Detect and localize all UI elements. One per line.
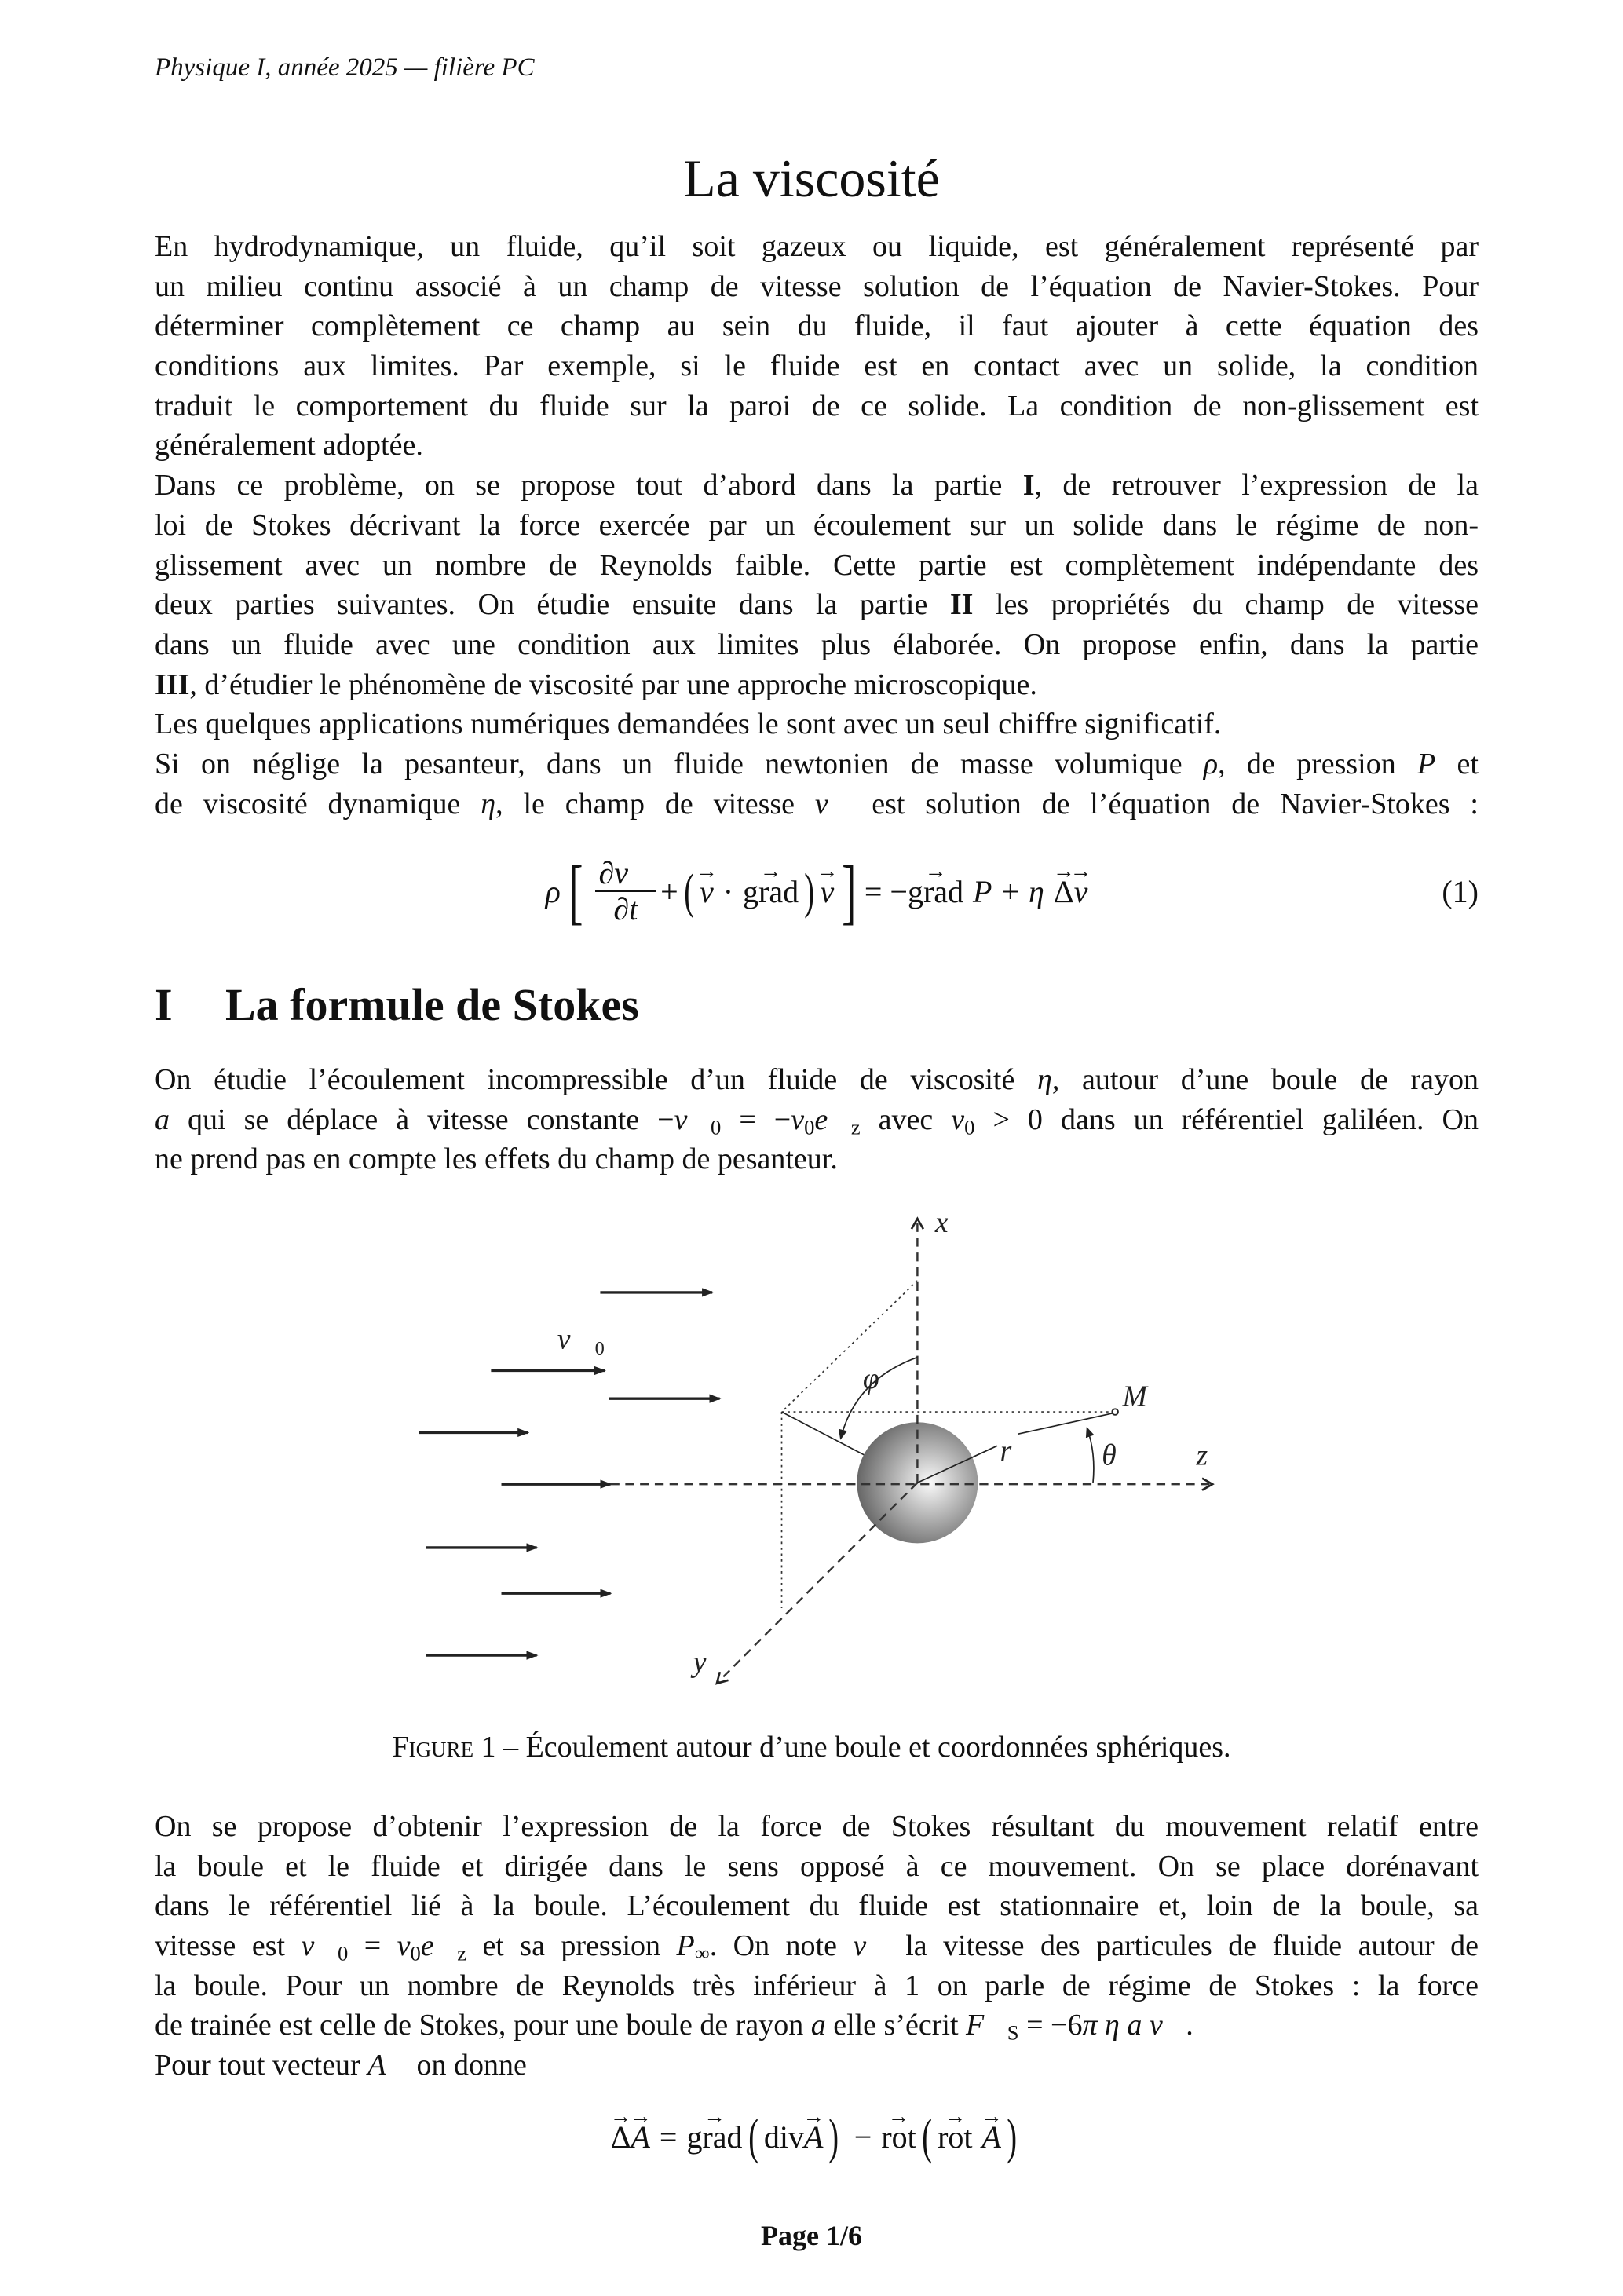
- theta-arc: [1087, 1428, 1093, 1483]
- text-run: est solution de l’équation de Navier-Stokes :: [851, 787, 1479, 821]
- eq-rot: rot →: [881, 2119, 916, 2155]
- math-subscript: 0: [337, 1941, 349, 1965]
- eq-paren: ): [1007, 2108, 1017, 2164]
- text-run: conditions aux limites. Par exemple, si le fluide est en contact avec un solide, la condition: [155, 349, 1479, 383]
- math-symbol: v: [951, 1102, 965, 1136]
- math-subscript: 0: [804, 1115, 815, 1139]
- text-line: [155, 1926, 1479, 1966]
- eq-symbol: ρ: [545, 873, 561, 909]
- text-line: [155, 1886, 1479, 1926]
- text-run: traduit le comportement du fluide sur la paroi de ce solide. La condition de non-glissement est: [155, 389, 1479, 422]
- text-run: glissement avec un nombre de Reynolds faible. Cette partie est complètement indépendante des: [155, 548, 1479, 582]
- text-run: Les quelques applications numériques demandées le sont avec un seul chiffre significatif.: [155, 707, 1222, 741]
- text-run: On se propose d’obtenir l’expression de la force de Stokes résultant du mouvement relatif entre: [155, 1810, 1479, 1843]
- text-run: ne prend pas en compte les effets du champ de pesanteur.: [155, 1143, 838, 1176]
- text-run: En hydrodynamique, un fluide, qu’il soit gazeux ou liquide, est généralement représenté par: [155, 230, 1479, 263]
- eq-div: div: [763, 2119, 804, 2155]
- math-subscript: 0: [711, 1115, 722, 1139]
- text-line: [155, 227, 1479, 267]
- text-run: , le champ de vitesse: [495, 787, 815, 821]
- text-line: [155, 744, 1479, 784]
- math-symbol: v⃗: [814, 787, 852, 821]
- text-line: [155, 1100, 1479, 1140]
- text-line: [155, 665, 1479, 705]
- text-run: =: [348, 1929, 397, 1963]
- math-symbol: η: [1037, 1063, 1052, 1096]
- eq-bracket-close: ]: [842, 851, 857, 931]
- eq-symbol: P: [973, 873, 992, 909]
- text-line: [155, 1966, 1479, 2006]
- eq-symbol: −: [854, 2119, 872, 2155]
- text-run: = −: [721, 1102, 791, 1136]
- math-symbol: v⃗: [853, 1929, 890, 1963]
- math-subscript: z: [457, 1941, 466, 1965]
- math-symbol: v⃗: [674, 1102, 711, 1136]
- eq-symbol: +: [660, 873, 678, 909]
- eq-fraction: [595, 856, 656, 927]
- text-run: dans un fluide avec une condition aux limites plus élaborée. On propose enfin, dans la partie: [155, 627, 1479, 661]
- running-header: Physique I, année 2025 — filière PC: [155, 53, 535, 82]
- text-run: un milieu continu associé à un champ de vitesse solution de l’équation de Navier-Stokes. Pour: [155, 269, 1479, 303]
- eq-numerator: ∂v⃗: [595, 856, 656, 892]
- text-line: [155, 346, 1479, 386]
- text-line: [155, 2005, 1479, 2046]
- text-run: déterminer complètement ce champ au sein du fluide, il faut ajouter à cette équation des: [155, 309, 1479, 343]
- text-run: et sa pression: [466, 1929, 677, 1963]
- text-run: . On note: [709, 1929, 854, 1963]
- math-symbol: P: [676, 1929, 695, 1963]
- text-run: dans le référentiel lié à la boule. L’écoulement du fluide est stationnaire et, loin de la boule, sa: [155, 1889, 1479, 1923]
- text-run: , autour d’une boule de rayon: [1051, 1063, 1479, 1096]
- text-run: , de pression: [1218, 747, 1418, 781]
- text-run: la boule. Pour un nombre de Reynolds très inférieur à 1 on parle de régime de Stokes : la force: [155, 1969, 1479, 2002]
- eq-symbol: η: [1029, 873, 1044, 909]
- text-line: [155, 784, 1479, 824]
- text-run: .: [1186, 2009, 1193, 2042]
- text-line: [155, 306, 1479, 346]
- y-axis-label: y: [693, 1646, 707, 1679]
- math-subscript: 0: [964, 1115, 975, 1139]
- math-symbol: e⃗: [420, 1929, 458, 1963]
- text-line: [155, 1807, 1479, 1847]
- bold-text: III: [155, 667, 190, 701]
- text-run: la vitesse des particules de fluide autour de: [889, 1929, 1479, 1963]
- eq-paren: (: [683, 863, 694, 919]
- math-symbol: a: [810, 2009, 826, 2042]
- math-symbol: π η a v⃗: [1082, 2009, 1186, 2042]
- math-subscript: ∞: [694, 1941, 710, 1965]
- phi-label: φ: [862, 1363, 879, 1396]
- caption-text: – Écoulement autour d’une boule et coordonnées sphériques.: [495, 1731, 1231, 1764]
- figure-caption: [0, 1730, 1623, 1764]
- eq-symbol: v →: [700, 873, 714, 910]
- text-run: Dans ce problème, on se propose tout d’abord dans la partie: [155, 469, 1023, 503]
- text-run: Pour tout vecteur: [155, 2049, 368, 2082]
- caption-prefix: Figure 1: [392, 1731, 496, 1764]
- math-symbol: F⃗: [966, 2009, 1007, 2042]
- text-run: = −6: [1018, 2009, 1083, 2042]
- text-run: , de retrouver l’expression de la: [1034, 469, 1479, 503]
- math-symbol: e⃗: [814, 1102, 851, 1136]
- text-run: , d’étudier le phénomène de viscosité par une approche microscopique.: [189, 667, 1037, 701]
- eq-symbol: v →: [820, 873, 834, 910]
- eq-symbol: A →: [982, 2119, 1001, 2155]
- text-line: [155, 1139, 1479, 1179]
- M-label: M: [1122, 1380, 1147, 1413]
- section-number: I: [155, 979, 173, 1030]
- eq-grad: grad →: [908, 873, 963, 910]
- eq-laplacian: Δ →: [611, 2119, 631, 2155]
- z-axis-label: z: [1196, 1439, 1208, 1472]
- eq-bracket-open: [: [568, 851, 583, 931]
- math-symbol: A⃗: [367, 2049, 409, 2082]
- eq-paren: ): [804, 863, 815, 919]
- eq-symbol: v →: [1074, 873, 1088, 910]
- eq-grad: grad →: [686, 2119, 742, 2155]
- eq-symbol: = −: [864, 873, 908, 909]
- text-run: loi de Stokes décrivant la force exercée par un écoulement sur un solide dans le régime de non-: [155, 508, 1479, 542]
- eq-denominator: ∂t: [613, 891, 638, 927]
- math-symbol: ρ: [1203, 747, 1219, 781]
- math-symbol: v⃗: [301, 1929, 338, 1963]
- page-number: Page 1/6: [761, 2220, 862, 2251]
- text-run: Si on néglige la pesanteur, dans un fluide newtonien de masse volumique: [155, 747, 1204, 781]
- text-run: qui se déplace à vitesse constante −: [170, 1102, 674, 1136]
- bold-text: I: [1022, 469, 1035, 503]
- equation-navier-stokes: [155, 852, 1479, 930]
- bold-text: II: [949, 588, 974, 622]
- section-heading: [155, 978, 639, 1031]
- point-M: [1112, 1409, 1118, 1415]
- text-run: les propriétés du champ de vitesse: [973, 588, 1479, 622]
- v0-label: v⃗: [557, 1323, 594, 1356]
- eq-symbol: =: [659, 2119, 678, 2155]
- text-line: [155, 2046, 1479, 2086]
- text-run: généralement adoptée.: [155, 429, 423, 462]
- eq-paren: ): [828, 2108, 839, 2164]
- math-symbol: v: [791, 1102, 805, 1136]
- eq-laplacian: Δ →: [1054, 873, 1074, 910]
- text-line: [155, 1847, 1479, 1887]
- text-run: la boule et le fluide et dirigée dans le sens opposé à ce mouvement. On se place dorénavant: [155, 1849, 1479, 1883]
- part2-text: [155, 1807, 1479, 2086]
- text-line: [155, 466, 1479, 506]
- v0-label-group: [557, 1323, 605, 1359]
- math-symbol: η: [481, 787, 496, 821]
- eq-paren: (: [748, 2108, 758, 2164]
- text-run: deux parties suivantes. On étudie ensuite dans la partie: [155, 588, 950, 622]
- text-line: [155, 426, 1479, 466]
- text-line: [155, 585, 1479, 625]
- figure-sphere-flow: [398, 1202, 1239, 1697]
- text-line: [155, 546, 1479, 586]
- eq-symbol: A →: [804, 2119, 823, 2155]
- part1-text: [155, 1060, 1479, 1179]
- text-line: [155, 267, 1479, 307]
- text-line: [155, 386, 1479, 426]
- v0-subscript: 0: [594, 1337, 605, 1359]
- eq-grad: grad →: [743, 873, 799, 910]
- text-run: > 0 dans un référentiel galiléen. On: [974, 1102, 1479, 1136]
- text-line: [155, 704, 1479, 744]
- text-run: elle s’écrit: [825, 2009, 966, 2042]
- eq-symbol: A →: [631, 2119, 649, 2155]
- math-symbol: a: [155, 1102, 170, 1136]
- text-run: avec: [860, 1102, 952, 1136]
- text-run: on donne: [409, 2049, 527, 2082]
- text-line: [155, 625, 1479, 665]
- text-run: vitesse est: [155, 1929, 302, 1963]
- eq-symbol: ·: [722, 873, 734, 909]
- theta-label: θ: [1102, 1439, 1117, 1472]
- page-title: La viscosité: [683, 148, 940, 208]
- equation-vector-laplacian: [155, 2101, 1479, 2172]
- eq-symbol: +: [1001, 873, 1020, 909]
- section-title: La formule de Stokes: [225, 979, 639, 1030]
- eq-rot: rot →: [938, 2119, 972, 2155]
- math-symbol: P: [1417, 747, 1436, 781]
- text-line: [155, 506, 1479, 546]
- text-run: On étudie l’écoulement incompressible d’un fluide de viscosité: [155, 1063, 1037, 1096]
- r-label: r: [1000, 1435, 1012, 1468]
- math-symbol: v: [397, 1929, 411, 1963]
- text-run: de viscosité dynamique: [155, 787, 481, 821]
- math-subscript: S: [1007, 2021, 1019, 2046]
- math-subscript: z: [850, 1115, 861, 1139]
- intro-text: [155, 227, 1479, 824]
- text-run: et: [1435, 747, 1479, 781]
- math-subscript: 0: [410, 1941, 421, 1965]
- equation-number: (1): [1442, 873, 1479, 909]
- text-line: [155, 1060, 1479, 1100]
- eq-paren: (: [922, 2108, 932, 2164]
- x-axis-label: x: [934, 1206, 949, 1239]
- text-run: de trainée est celle de Stokes, pour une boule de rayon: [155, 2009, 811, 2042]
